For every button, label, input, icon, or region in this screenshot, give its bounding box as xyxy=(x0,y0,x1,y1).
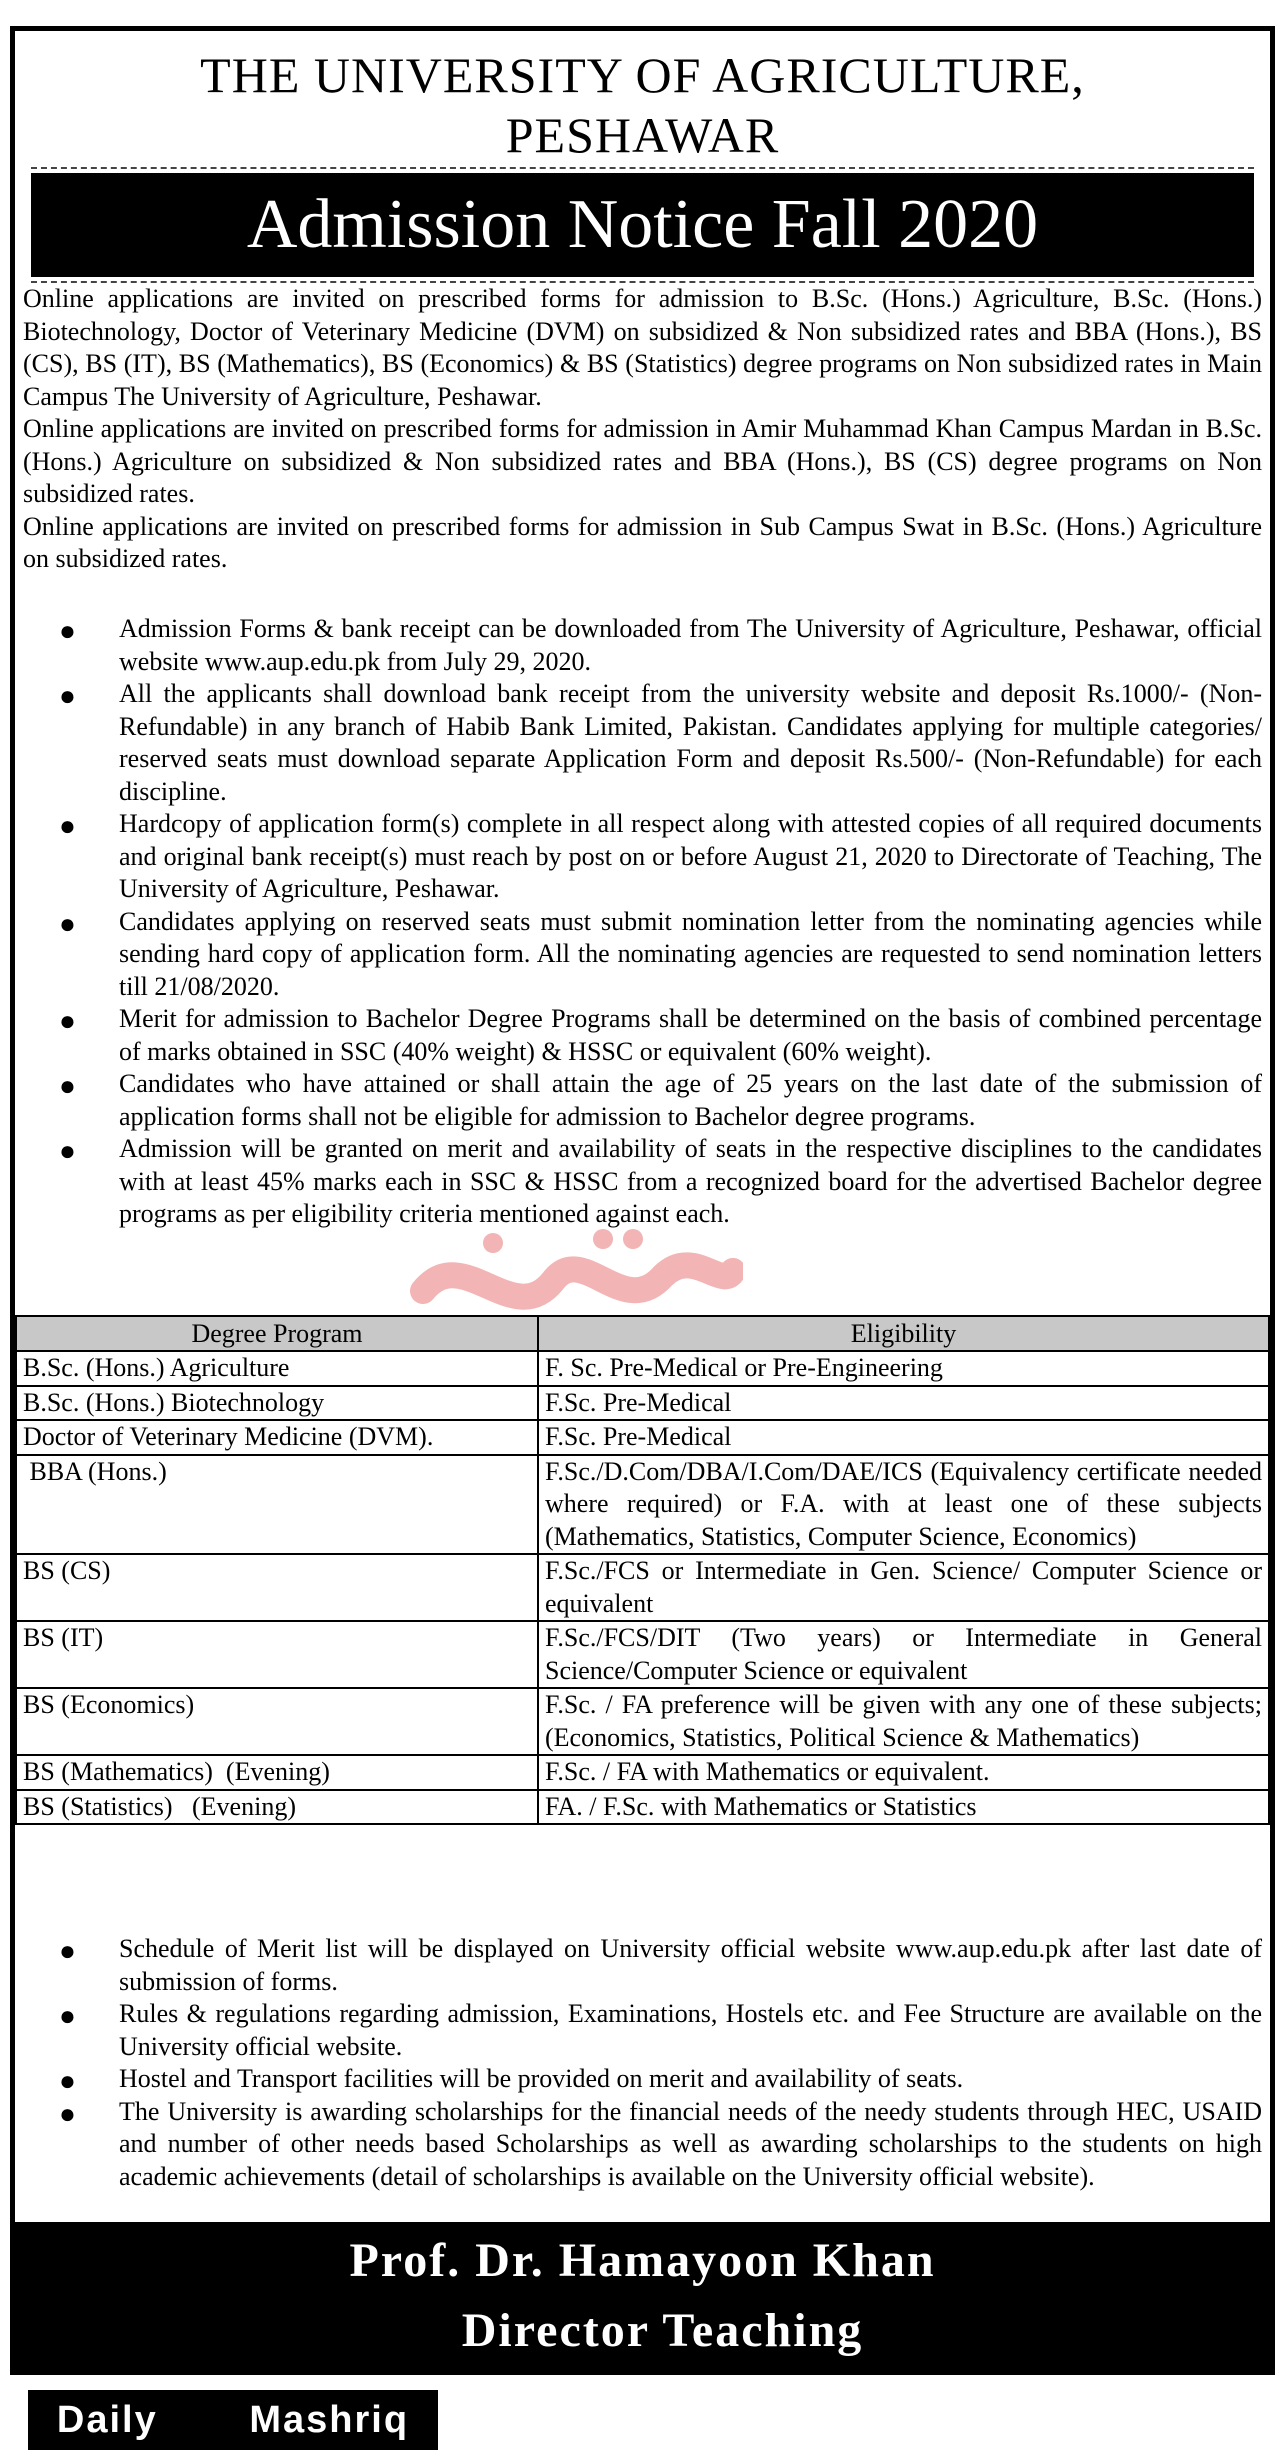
list-item: ● The University is awarding scholarships for the financial needs of the needy students through HEC, USAID and number of other needs based Scholarships as well as awarding scholarships to the students on high academic achievements (detail of scholarships is available on the University official website). xyxy=(59,2096,1262,2191)
list-item: ● Schedule of Merit list will be displayed on University official website www.aup.edu.pk after last date of submission of forms. xyxy=(59,1934,1262,1996)
source-label: Daily Mashriq xyxy=(28,2390,438,2450)
table-row xyxy=(16,1455,1269,1555)
bullet-icon: ● xyxy=(59,811,76,842)
university-name: THE UNIVERSITY OF AGRICULTURE, PESHAWAR xyxy=(200,47,1085,163)
eligibility-table xyxy=(15,1315,1270,1825)
eligibility-cell: F. Sc. Pre-Medical or Pre-Engineering xyxy=(538,1351,1269,1386)
table-row xyxy=(16,1386,1269,1421)
additional-info-list xyxy=(23,1933,1262,2193)
signatory-name: Prof. Dr. Hamayoon Khan xyxy=(349,2234,936,2287)
column-header: Eligibility xyxy=(538,1316,1269,1351)
table-row xyxy=(16,1755,1269,1790)
table-row xyxy=(16,1688,1269,1755)
list-item: ● Hardcopy of application form(s) complete in all respect along with attested copies of all required documents and original bank receipt(s) must reach by post on or before August 21, 2020 to Directorate of Teaching, The University of Agriculture, Peshawar. xyxy=(59,809,1262,903)
program-cell: Doctor of Veterinary Medicine (DVM). xyxy=(16,1420,538,1455)
list-item: ● Candidates who have attained or shall attain the age of 25 years on the last date of the submission of application forms shall not be eligible for admission to Bachelor degree programs. xyxy=(59,1069,1262,1131)
table-header-row xyxy=(16,1316,1269,1351)
eligibility-cell: F.Sc./FCS/DIT (Two years) or Intermediate in General Science/Computer Science or equivalent xyxy=(538,1621,1269,1688)
program-cell: BS (Mathematics) (Evening) xyxy=(16,1755,538,1790)
bullet-icon: ● xyxy=(59,1136,76,1167)
eligibility-cell: F.Sc. Pre-Medical xyxy=(538,1386,1269,1421)
eligibility-cell: FA. / F.Sc. with Mathematics or Statistics xyxy=(538,1790,1269,1825)
signatory-designation: Director Teaching xyxy=(461,2304,864,2357)
bullet-icon: ● xyxy=(59,616,76,647)
program-cell: BS (Economics) xyxy=(16,1688,538,1755)
bullet-icon: ● xyxy=(59,1071,76,1102)
program-cell: BS (CS) xyxy=(16,1554,538,1621)
bullet-icon: ● xyxy=(59,908,76,940)
program-cell: BS (IT) xyxy=(16,1621,538,1688)
column-header: Degree Program xyxy=(16,1316,538,1351)
table-row xyxy=(16,1420,1269,1455)
list-item: ● Hostel and Transport facilities will be provided on merit and availability of seats. xyxy=(59,2064,964,2097)
eligibility-cell: F.Sc. Pre-Medical xyxy=(538,1420,1269,1455)
notice-frame xyxy=(10,26,1275,2375)
eligibility-cell: F.Sc. / FA with Mathematics or equivalent. xyxy=(538,1755,1269,1790)
instructions-list xyxy=(23,613,1262,1231)
bullet-icon: ● xyxy=(59,1936,76,1967)
bullet-icon: ● xyxy=(59,681,76,712)
program-cell: B.Sc. (Hons.) Agriculture xyxy=(16,1351,538,1386)
intro-paragraph: Online applications are invited on prescribed forms for admission in Amir Muhammad Khan Campus Mardan in B.Sc. (Hons.) Agriculture on subsidized & Non subsidized rates and BBA (Hons.), BS (CS) degree programs on Non subsidized rates. xyxy=(23,414,1262,508)
intro-paragraph: Online applications are invited on prescribed forms for admission to B.Sc. (Hons.) Agriculture, B.Sc. (Hons.) Biotechnology, Doctor of Veterinary Medicine (DVM) on subsidized & Non subsidized rates and BBA (Hons.), BS (CS), BS (IT), BS (Mathematics), BS (Economics) & BS (Statistics) degree programs on Non subsidized rates in Main Campus The University of Agriculture, Peshawar. xyxy=(23,284,1262,411)
list-item: ● Admission Forms & bank receipt can be downloaded from The University of Agriculture, Peshawar, official website www.aup.edu.pk from July 29, 2020. xyxy=(59,614,1262,676)
table-row xyxy=(16,1554,1269,1621)
program-cell: B.Sc. (Hons.) Biotechnology xyxy=(16,1386,538,1421)
table-row xyxy=(16,1621,1269,1688)
table-row xyxy=(16,1790,1269,1825)
dashed-divider-top xyxy=(31,167,1254,169)
list-item: ● All the applicants shall download bank receipt from the university website and deposit Rs.1000/- (Non-Refundable) in any branch of Habib Bank Limited, Pakistan. Candidates applying for multiple categories/ reserved seats must download separate Application Form and deposit Rs.500/- (Non-Refundable) for each discipline. xyxy=(59,679,1262,806)
program-cell: BS (Statistics) (Evening) xyxy=(16,1790,538,1825)
bullet-icon: ● xyxy=(59,1006,76,1037)
notice-title: Admission Notice Fall 2020 xyxy=(31,173,1254,277)
list-item: ● Rules & regulations regarding admission, Examinations, Hostels etc. and Fee Structure are available on the University official website. xyxy=(59,1999,1262,2061)
eligibility-cell: F.Sc. / FA preference will be given with any one of these subjects; (Economics, Statistics, Political Science & Mathematics) xyxy=(538,1688,1269,1755)
program-cell: BBA (Hons.) xyxy=(16,1455,538,1555)
list-item: ● Candidates applying on reserved seats must submit nomination letter from the nominating agencies while sending hard copy of application form. All the nominating agencies are requested to send nomination letters till 21/08/2020. xyxy=(59,906,1262,1001)
eligibility-cell: F.Sc./D.Com/DBA/I.Com/DAE/ICS (Equivalency certificate needed where required) or F.A. with at least one of these subjects (Mathematics, Statistics, Computer Science, Economics) xyxy=(538,1455,1269,1555)
bullet-icon: ● xyxy=(59,2098,76,2130)
intro-paragraph: Online applications are invited on prescribed forms for admission in Sub Campus Swat in B.Sc. (Hons.) Agriculture on subsidized rates. xyxy=(23,511,1262,573)
bullet-icon: ● xyxy=(59,2001,76,2032)
signatory-footer xyxy=(15,2222,1270,2370)
bullet-icon: ● xyxy=(59,2066,76,2097)
eligibility-cell: F.Sc./FCS or Intermediate in Gen. Science/ Computer Science or equivalent xyxy=(538,1554,1269,1621)
intro-paragraphs xyxy=(23,283,1262,576)
list-item: ● Merit for admission to Bachelor Degree Programs shall be determined on the basis of combined percentage of marks obtained in SSC (40% weight) & HSSC or equivalent (60% weight). xyxy=(59,1004,1262,1066)
table-row xyxy=(16,1351,1269,1386)
list-item: ● Admission will be granted on merit and availability of seats in the respective disciplines to the candidates with at least 45% marks each in SSC & HSSC from a recognized board for the advertised Bachelor degree programs as per eligibility criteria mentioned against each. xyxy=(59,1134,1262,1228)
